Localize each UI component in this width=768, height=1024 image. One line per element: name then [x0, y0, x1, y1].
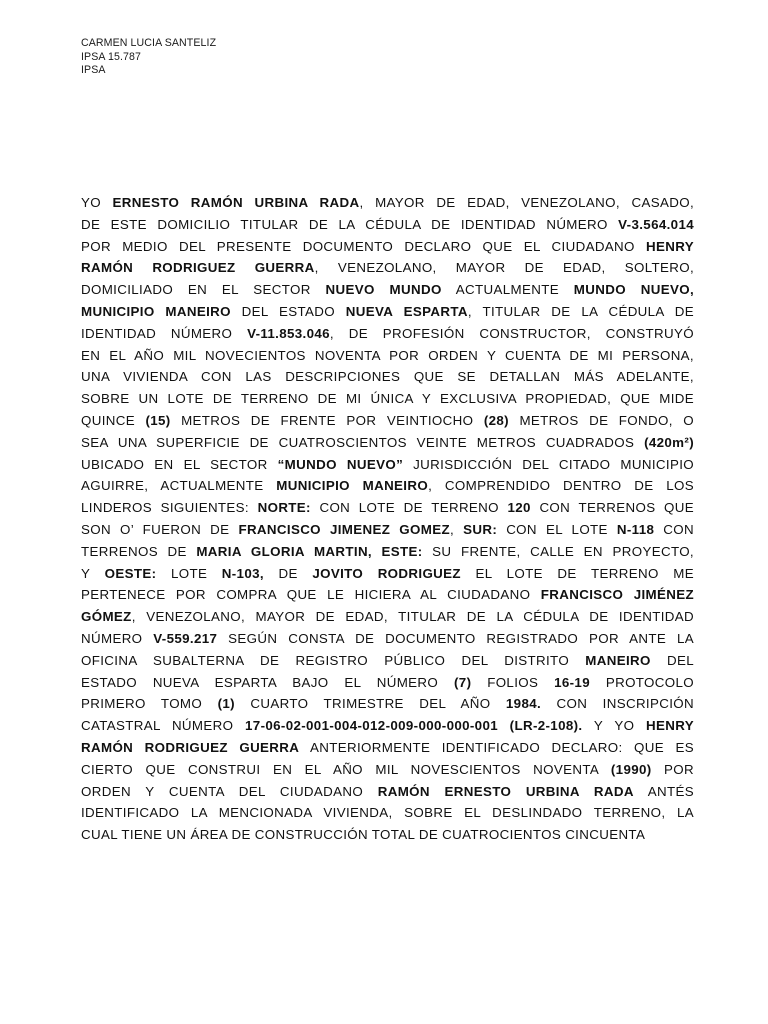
bold-text-segment: (1): [217, 696, 235, 712]
body-line: [81, 519, 694, 541]
bold-text-segment: V-11.853.046: [247, 325, 330, 341]
header-registration-number: IPSA 15.787: [81, 50, 142, 63]
bold-text-segment: (7): [454, 674, 472, 690]
text-segment: , DE PROFESIÓN CONSTRUCTOR, CONSTRUYÓ: [329, 325, 694, 341]
body-line: [81, 236, 694, 258]
text-segment: LINDEROS SIGUIENTES:: [81, 500, 258, 516]
bold-text-segment: MANEIRO: [585, 652, 651, 668]
header-institution: IPSA: [81, 64, 106, 77]
text-segment: AGUIRRE, ACTUALMENTE: [81, 478, 277, 494]
text-segment: CON: [654, 521, 694, 537]
body-line: [81, 672, 694, 694]
text-segment: METROS DE FRENTE POR VEINTIOCHO: [170, 412, 484, 428]
header-author-name: CARMEN LUCIA SANTELIZ: [81, 37, 217, 49]
text-segment: CIERTO QUE CONSTRUI EN EL AÑO MIL NOVESCIENTOS NOVENTA: [81, 761, 611, 777]
body-line: [81, 279, 694, 301]
body-line: [81, 737, 694, 759]
body-line: [81, 715, 694, 737]
body-line: [81, 410, 694, 432]
body-line: [81, 366, 694, 388]
bold-text-segment: JOVITO RODRIGUEZ: [312, 565, 461, 581]
bold-text-segment: N-118: [616, 521, 655, 537]
body-line: [81, 497, 694, 519]
text-segment: EL LOTE DE TERRENO ME: [460, 565, 694, 581]
text-segment: CON LOTE DE TERRENO: [310, 500, 508, 516]
bold-text-segment: V-559.217: [153, 630, 218, 646]
bold-text-segment: N-103,: [221, 565, 264, 581]
bold-text-segment: 16-19: [554, 674, 590, 690]
bold-text-segment: 1984.: [505, 696, 542, 712]
body-line: [81, 628, 694, 650]
bold-text-segment: HENRY: [646, 718, 694, 734]
text-segment: , MAYOR DE EDAD, VENEZOLANO, CASADO,: [359, 195, 694, 210]
bold-text-segment: (420m²): [644, 434, 694, 450]
body-line: [81, 824, 694, 846]
body-line: [81, 388, 694, 410]
body-line: [81, 693, 694, 715]
body-line: [81, 650, 694, 672]
text-segment: DEL: [650, 652, 694, 668]
bold-text-segment: RAMÓN RODRIGUEZ GUERRA: [81, 739, 300, 755]
bold-text-segment: GÓMEZ: [81, 609, 132, 625]
bold-text-segment: (1990): [610, 761, 652, 777]
bold-text-segment: NUEVA ESPARTA: [345, 303, 468, 319]
bold-text-segment: ERNESTO RAMÓN URBINA RADA: [112, 195, 360, 210]
body-line: [81, 802, 694, 824]
text-segment: DE: [263, 565, 313, 581]
text-segment: PROTOCOLO: [589, 674, 694, 690]
text-segment: ACTUALMENTE: [441, 282, 574, 298]
text-segment: IDENTIDAD NÚMERO: [81, 325, 248, 341]
text-segment: , TITULAR DE LA CÉDULA DE: [467, 303, 694, 319]
body-line: [81, 345, 694, 367]
text-segment: , COMPRENDIDO DENTRO DE LOS: [428, 478, 694, 494]
text-segment: QUINCE: [81, 412, 146, 428]
bold-text-segment: FRANCISCO JIMENEZ GOMEZ: [238, 521, 450, 537]
text-segment: , VENEZOLANO, MAYOR DE EDAD, SOLTERO,: [314, 260, 694, 276]
text-segment: CON TERRENOS QUE: [530, 500, 695, 516]
text-segment: JURISDICCIÓN DEL CITADO MUNICIPIO: [403, 456, 694, 472]
text-segment: PRIMERO TOMO: [81, 696, 218, 712]
bold-text-segment: (28): [483, 412, 509, 428]
bold-text-segment: “MUNDO NUEVO”: [277, 456, 404, 472]
bold-text-segment: NUEVO MUNDO: [325, 282, 442, 298]
bold-text-segment: RAMÓN RODRIGUEZ GUERRA: [81, 260, 315, 276]
body-line: [81, 454, 694, 476]
body-line: [81, 432, 694, 454]
bold-text-segment: NORTE:: [257, 500, 311, 516]
body-line: [81, 563, 694, 585]
text-segment: NÚMERO: [81, 630, 154, 646]
text-segment: PERTENECE POR COMPRA QUE LE HICIERA AL CIUDADANO: [81, 587, 541, 603]
text-segment: CUAL TIENE UN ÁREA DE CONSTRUCCIÓN TOTAL DE CUATROCIENTOS CINCUENTA: [81, 827, 646, 843]
body-line: [81, 606, 694, 628]
text-segment: ORDEN Y CUENTA DEL CIUDADANO: [81, 783, 378, 799]
bold-text-segment: MARIA GLORIA MARTIN, ESTE:: [196, 543, 423, 559]
text-segment: ESTADO NUEVA ESPARTA BAJO EL NÚMERO: [81, 674, 454, 690]
text-segment: SEA UNA SUPERFICIE DE CUATROSCIENTOS VEINTE METROS CUADRADOS: [81, 434, 645, 450]
text-segment: OFICINA SUBALTERNA DE REGISTRO PÚBLICO DEL DISTRITO: [81, 652, 586, 668]
document-body: [81, 192, 694, 846]
body-line: [81, 323, 694, 345]
text-segment: DEL ESTADO: [230, 303, 346, 319]
text-segment: SEGÚN CONSTA DE DOCUMENTO REGISTRADO POR ANTE LA: [217, 630, 694, 646]
text-segment: ,: [449, 521, 464, 537]
body-line: [81, 475, 694, 497]
document-header: [81, 37, 216, 78]
text-segment: SON O’ FUERON DE: [81, 521, 239, 537]
text-segment: POR: [651, 761, 694, 777]
body-line: [81, 301, 694, 323]
text-segment: ANTERIORMENTE IDENTIFICADO DECLARO: QUE ES: [299, 739, 694, 755]
body-line: [81, 257, 694, 279]
text-segment: SOBRE UN LOTE DE TERRENO DE MI ÚNICA Y EXCLUSIVA PROPIEDAD, QUE MIDE: [81, 391, 694, 407]
text-segment: CON EL LOTE: [497, 521, 617, 537]
bold-text-segment: V-3.564.014: [618, 216, 694, 232]
bold-text-segment: MUNICIPIO MANEIRO: [276, 478, 429, 494]
text-segment: METROS DE FONDO, O: [508, 412, 694, 428]
text-segment: UBICADO EN EL SECTOR: [81, 456, 278, 472]
text-segment: UNA VIVIENDA CON LAS DESCRIPCIONES QUE SE DETALLAN MÁS ADELANTE,: [81, 369, 694, 385]
text-segment: LOTE: [156, 565, 222, 581]
bold-text-segment: OESTE:: [104, 565, 157, 581]
body-line: [81, 584, 694, 606]
text-segment: CUARTO TRIMESTRE DEL AÑO: [234, 696, 506, 712]
text-segment: TERRENOS DE: [81, 543, 197, 559]
bold-text-segment: FRANCISCO JIMÉNEZ: [540, 587, 694, 603]
body-line: [81, 541, 694, 563]
text-segment: YO: [81, 195, 113, 210]
body-line: [81, 214, 694, 236]
text-segment: Y: [81, 565, 105, 581]
bold-text-segment: MUNICIPIO MANEIRO: [81, 303, 231, 319]
body-line: [81, 192, 694, 214]
bold-text-segment: (15): [145, 412, 171, 428]
text-segment: Y YO: [582, 718, 647, 734]
bold-text-segment: RAMÓN ERNESTO URBINA RADA: [377, 783, 634, 799]
text-segment: CATASTRAL NÚMERO: [81, 718, 246, 734]
text-segment: CON INSCRIPCIÓN: [541, 696, 694, 712]
text-segment: , VENEZOLANO, MAYOR DE EDAD, TITULAR DE LA CÉDULA DE IDENTIDAD: [131, 609, 694, 625]
bold-text-segment: MUNDO NUEVO,: [573, 282, 695, 298]
text-segment: DE ESTE DOMICILIO TITULAR DE LA CÉDULA DE IDENTIDAD NÚMERO: [81, 216, 619, 232]
text-segment: SU FRENTE, CALLE EN PROYECTO,: [422, 543, 694, 559]
text-segment: FOLIOS: [471, 674, 555, 690]
bold-text-segment: SUR:: [463, 521, 498, 537]
bold-text-segment: HENRY: [646, 238, 694, 254]
bold-text-segment: 17-06-02-001-004-012-009-000-000-001 (LR-2-108).: [245, 718, 583, 734]
bold-text-segment: 120: [507, 500, 531, 516]
text-segment: DOMICILIADO EN EL SECTOR: [81, 282, 326, 298]
text-segment: EN EL AÑO MIL NOVECIENTOS NOVENTA POR ORDEN Y CUENTA DE MI PERSONA,: [81, 347, 694, 363]
text-segment: ANTÉS: [633, 783, 694, 799]
text-segment: IDENTIFICADO LA MENCIONADA VIVIENDA, SOBRE EL DESLINDADO TERRENO, LA: [81, 805, 694, 821]
body-line: [81, 781, 694, 803]
body-line: [81, 759, 694, 781]
text-segment: POR MEDIO DEL PRESENTE DOCUMENTO DECLARO QUE EL CIUDADANO: [81, 238, 647, 254]
